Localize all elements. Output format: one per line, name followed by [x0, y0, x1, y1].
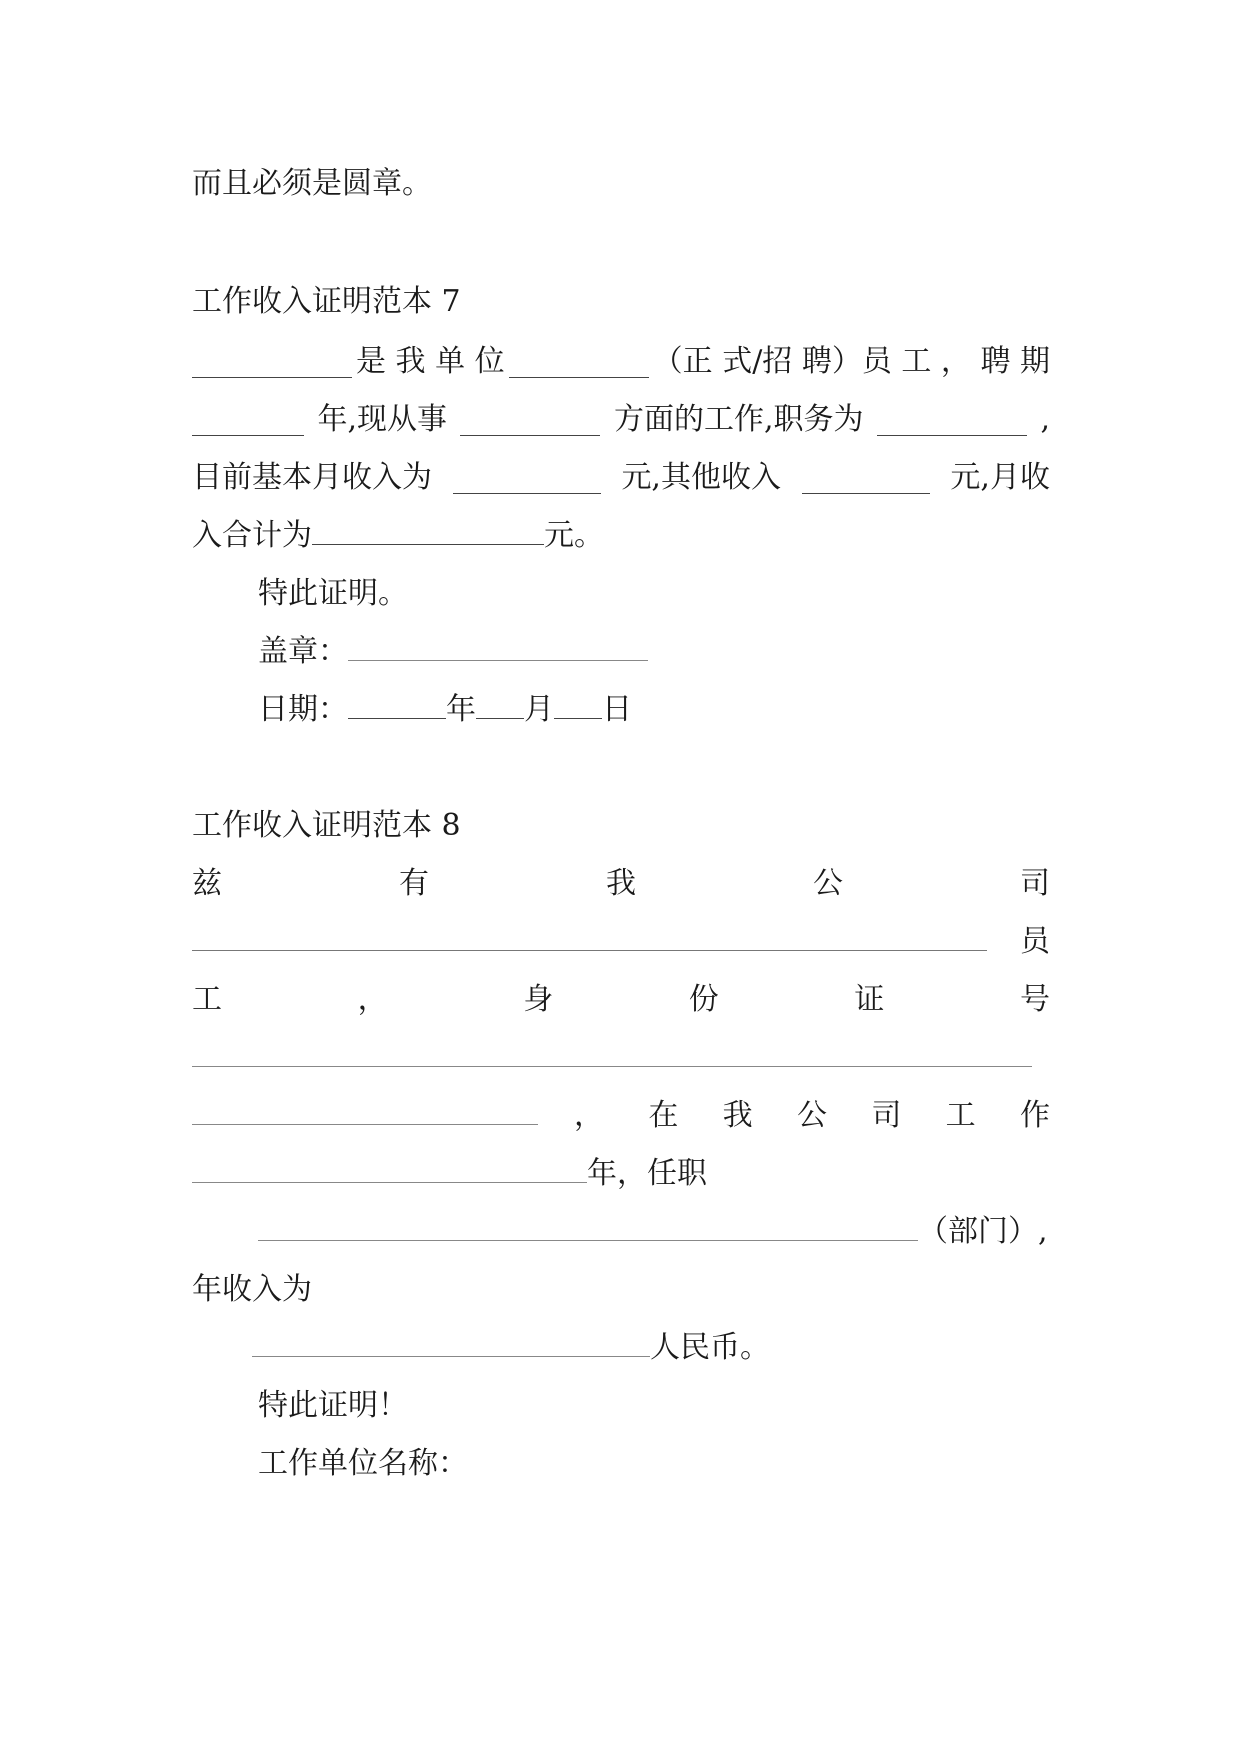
blank-annual-income	[252, 1326, 650, 1357]
blank-work-area	[460, 405, 600, 436]
sample7-row3	[192, 456, 1050, 500]
blank-department	[258, 1210, 918, 1241]
sample7-row1-b: （正 式/招 聘）员 工 ， 聘 期	[652, 344, 1050, 379]
sample7-row2	[192, 398, 1050, 442]
sample8-row7	[258, 1210, 1048, 1254]
sample8-row1-char: 我	[606, 866, 636, 901]
sample8-row1-char: 有	[399, 866, 429, 901]
blank-monthly-total	[312, 514, 544, 545]
sample7-row3-b: 元,其他收入	[621, 460, 781, 495]
sample7-row2-c: ,	[1040, 402, 1050, 437]
sample8-row2-end: 员	[1020, 924, 1050, 959]
sample8-employer-label: 工作单位名称：	[258, 1446, 468, 1481]
sample8-row9	[252, 1326, 770, 1370]
sample8-row3-char: 证	[854, 982, 885, 1017]
sample8-row1-char: 司	[1020, 866, 1050, 901]
sample7-heading: 工作收入证明范本 7	[192, 284, 461, 319]
blank-employee-name	[192, 347, 352, 378]
blank-month	[476, 688, 524, 719]
blank-seal	[348, 630, 648, 661]
sample7-row4-a: 入合计为	[192, 518, 312, 553]
sample8-row4	[192, 1036, 1032, 1080]
blank-employment-type	[509, 347, 649, 378]
sample8-row8: 年收入为	[192, 1272, 312, 1307]
sample8-row6	[192, 1152, 707, 1196]
blank-term-years	[192, 405, 304, 436]
sample8-row5-char: 作	[1019, 1098, 1050, 1133]
sample7-row3-c: 元,月收	[950, 460, 1050, 495]
sample8-row3	[192, 978, 1050, 1022]
sample8-row5-char: 司	[871, 1098, 902, 1133]
sample7-date-row	[258, 688, 632, 732]
blank-employee-name-2	[192, 920, 987, 951]
sample8-row3-char: ，	[357, 982, 388, 1017]
blank-base-salary	[453, 463, 601, 494]
sample8-row5	[192, 1094, 1050, 1138]
sample8-row5-char: ，	[574, 1098, 604, 1133]
sample7-seal-row	[258, 630, 648, 674]
sample7-row1	[192, 340, 1050, 384]
date-month-label: 月	[524, 692, 554, 727]
date-label: 日期：	[258, 692, 348, 727]
blank-id-number	[192, 1036, 1032, 1067]
sample8-row3-char: 身	[523, 982, 554, 1017]
sample7-row1-a: 是 我 单 位	[356, 344, 505, 379]
sample8-row1	[192, 862, 1050, 906]
sample7-certify: 特此证明。	[258, 576, 408, 611]
sample8-row9-end: 人民币。	[650, 1330, 770, 1365]
sample8-row2	[192, 920, 1050, 964]
sample8-row5-char: 我	[722, 1098, 753, 1133]
sample8-row1-char: 兹	[192, 866, 222, 901]
blank-day	[554, 688, 602, 719]
blank-other-income	[802, 463, 930, 494]
sample8-row5-char: 工	[945, 1098, 976, 1133]
sample7-row4-b: 元。	[544, 518, 604, 553]
sample8-row5-char: 在	[648, 1098, 679, 1133]
date-day-label: 日	[602, 692, 632, 727]
sample8-row1-char: 公	[813, 866, 843, 901]
sample8-heading: 工作收入证明范本 8	[192, 808, 461, 843]
blank-year	[348, 688, 446, 719]
sample8-row3-char: 号	[1019, 982, 1050, 1017]
sample7-row4	[192, 514, 604, 558]
blank-id-number-cont	[192, 1094, 538, 1125]
seal-label: 盖章：	[258, 634, 348, 669]
sample7-row2-a: 年,现从事	[317, 402, 448, 437]
sample8-row7-end: （部门）,	[918, 1214, 1048, 1249]
intro-line: 而且必须是圆章。	[192, 166, 432, 201]
date-year-label: 年	[446, 692, 476, 727]
sample8-row3-char: 工	[192, 982, 222, 1017]
sample7-row3-a: 目前基本月收入为	[192, 460, 432, 495]
blank-work-years	[192, 1152, 587, 1183]
sample7-row2-b: 方面的工作,职务为	[613, 402, 864, 437]
blank-position	[877, 405, 1027, 436]
sample8-row6-end: 年，任职	[587, 1156, 707, 1191]
sample8-row3-char: 份	[688, 982, 719, 1017]
sample8-certify: 特此证明！	[258, 1388, 408, 1423]
sample8-row5-char: 公	[796, 1098, 827, 1133]
